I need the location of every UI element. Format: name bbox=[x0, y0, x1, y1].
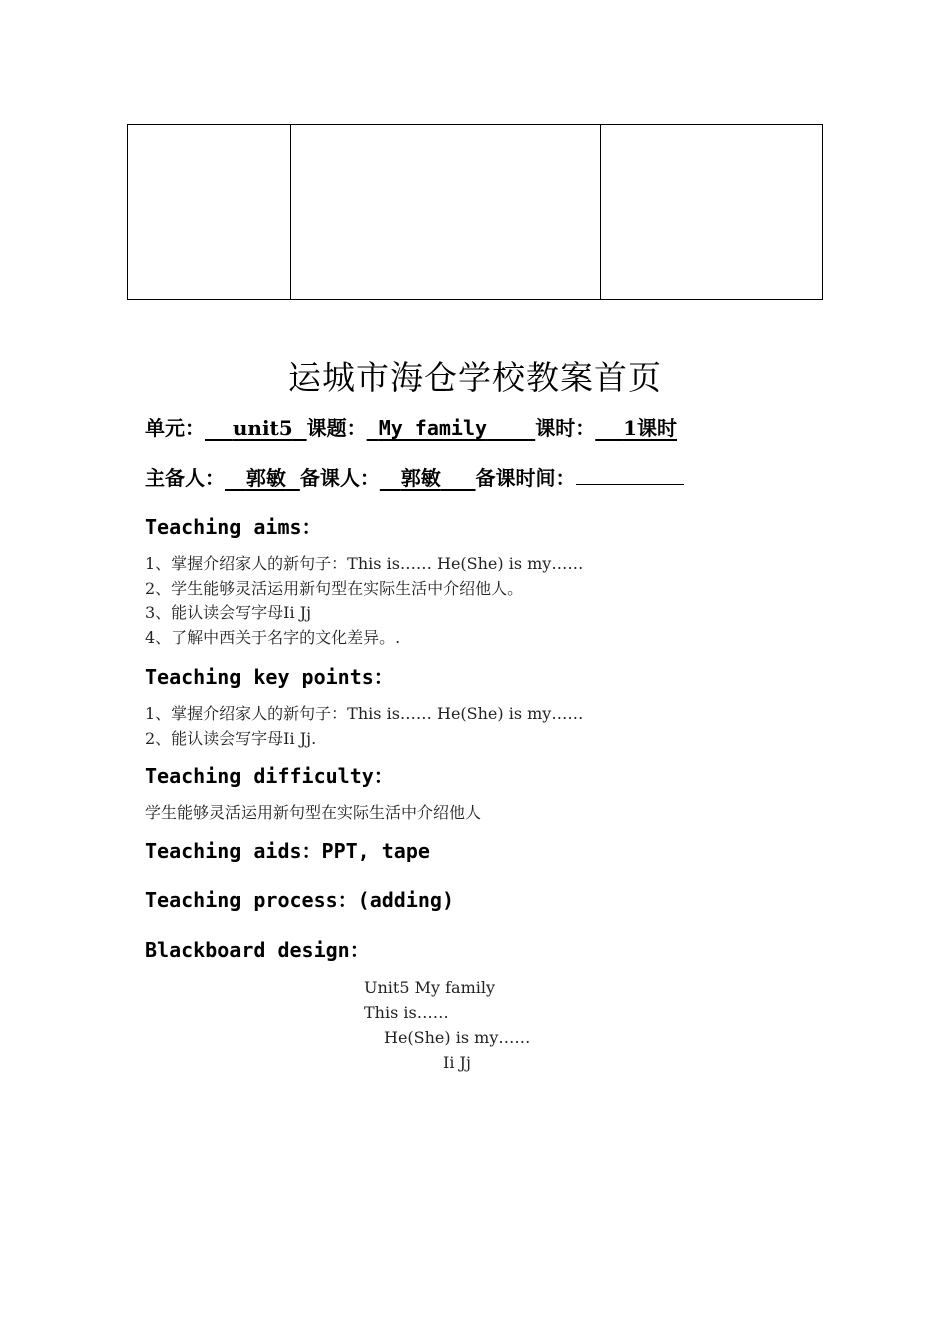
topic-label: 课题： bbox=[306, 416, 367, 440]
blackboard-line-4: Ii Jj bbox=[443, 1053, 471, 1072]
meta-line-2 bbox=[145, 462, 684, 492]
author-value: 郭敏 bbox=[245, 466, 286, 490]
header-table bbox=[127, 124, 823, 300]
unit-label: 单元： bbox=[145, 416, 205, 440]
blackboard-line-3: He(She) is my…… bbox=[384, 1028, 531, 1047]
period-label: 课时： bbox=[535, 416, 596, 440]
preparer-value: 郭敏 bbox=[400, 466, 441, 490]
key-points-line-1: 1、掌握介绍家人的新句子：This is…… He(She) is my…… bbox=[145, 704, 584, 723]
time-label: 备课时间： bbox=[475, 466, 576, 490]
time-blank bbox=[576, 462, 684, 485]
blackboard-heading: Blackboard design： bbox=[145, 938, 370, 962]
preparer-label: 备课人： bbox=[299, 466, 380, 490]
aids-heading: Teaching aids：PPT, tape bbox=[145, 839, 430, 863]
topic-value: My family bbox=[378, 416, 488, 440]
period-value: 1课时 bbox=[623, 416, 678, 440]
aims-line-2: 2、学生能够灵活运用新句型在实际生活中介绍他人。 bbox=[145, 579, 524, 598]
unit-value: unit5 bbox=[232, 416, 293, 440]
blackboard-line-1: Unit5 My family bbox=[364, 978, 496, 997]
meta-line-1 bbox=[145, 414, 677, 442]
aims-line-4: 4、了解中西关于名字的文化差异。. bbox=[145, 628, 401, 647]
page-title: 运城市海仓学校教案首页 bbox=[288, 358, 662, 397]
aims-heading: Teaching aims： bbox=[145, 515, 322, 539]
key-points-line-2: 2、能认读会写字母Ii Jj. bbox=[145, 729, 317, 748]
aims-line-1: 1、掌握介绍家人的新句子：This is…… He(She) is my…… bbox=[145, 554, 584, 573]
difficulty-line-1: 学生能够灵活运用新句型在实际生活中介绍他人 bbox=[145, 803, 482, 822]
difficulty-heading: Teaching difficulty： bbox=[145, 764, 394, 788]
blackboard-line-2: This is…… bbox=[364, 1003, 449, 1022]
table-divider bbox=[290, 125, 291, 299]
key-points-heading: Teaching key points： bbox=[145, 665, 394, 689]
table-divider bbox=[600, 125, 601, 299]
aims-line-3: 3、能认读会写字母Ii Jj bbox=[145, 603, 312, 622]
author-label: 主备人： bbox=[145, 466, 225, 490]
process-heading: Teaching process：(adding) bbox=[145, 888, 454, 912]
